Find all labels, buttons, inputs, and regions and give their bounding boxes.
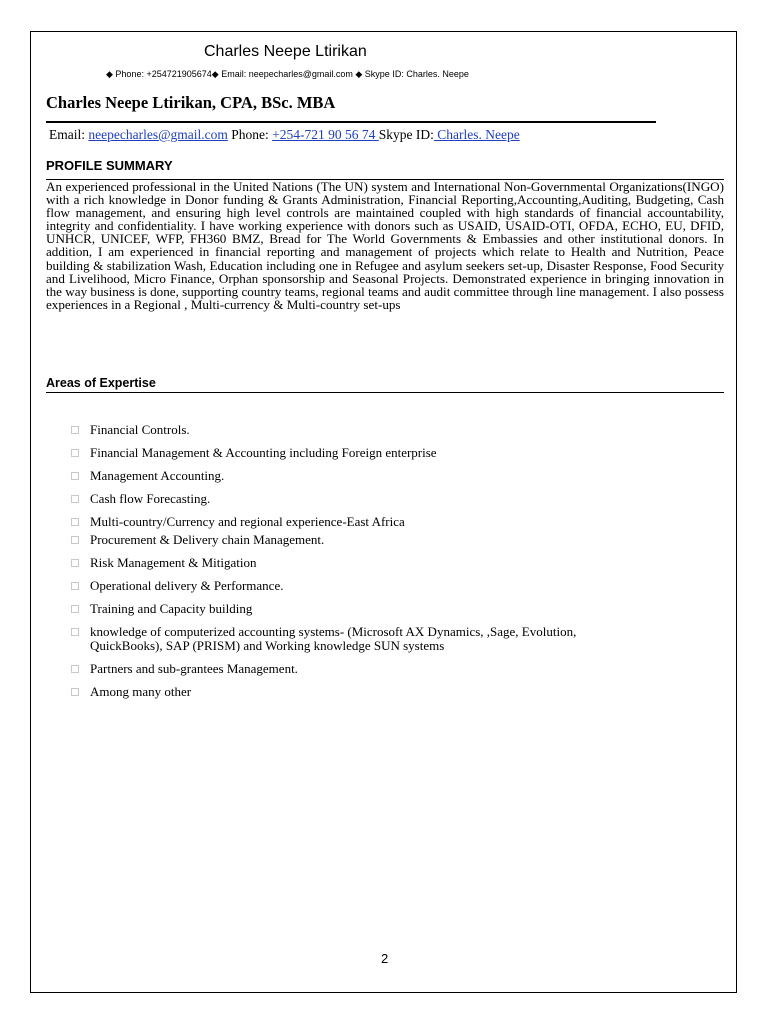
bullet-box-icon [71,688,79,696]
list-item: Training and Capacity building [69,602,689,616]
list-item: Management Accounting. [69,469,689,483]
list-item: Cash flow Forecasting. [69,492,689,506]
list-item: Operational delivery & Performance. [69,579,689,593]
bullet-box-icon [71,559,79,567]
phone-label: Phone: [227,127,273,142]
document-page [30,31,737,993]
email-label: Email: [49,127,89,142]
bullet-box-icon [71,472,79,480]
bullet-box-icon [71,449,79,457]
bullet-box-icon [71,665,79,673]
bullet-box-icon [71,582,79,590]
contact-line [49,127,520,143]
resume-title: Charles Neepe Ltirikan, CPA, BSc. MBA [46,93,336,112]
list-item: Multi-country/Currency and regional experience-East Africa [69,515,689,529]
profile-summary-text: An experienced professional in the United Nations (The UN) system and International Non-Governmental Organizations(INGO) with a rich knowledge in Donor funding & Grants Administration, Financial Reporting,Accounting,Auditing, Budgeting, Cash flow management, and ensuring high level controls are maintained coupled with high standards of financial accountability, integrity and confidentiality. I have working experience with donors such as USAID, USAID-OTI, OFDA, ECHO, EU, DFID, UNHCR, UNICEF, WFP, FH360 BMZ, Bread for The World Governments & Embassies and other institutional donors. In addition, I am experienced in financial reporting and management of projects which relate to Health and Nutrition, Peace building & stabilization Wash, Education including one in Refugee and asylum seekers set-up, Disaster Response, Food Security and Livelihood, Micro Finance, Orphan sponsorship and Seasonal Projects. Demonstrated experience in bringing innovation in the way business is done, supporting country teams, regional teams and audit committee through line management. I also possess experiences in a Regional , Multi-currency & Multi-country set-ups [46,179,724,312]
bullet-box-icon [71,495,79,503]
profile-summary-heading: PROFILE SUMMARY [46,158,173,173]
page-number: 2 [381,951,389,966]
skype-link[interactable]: Charles. Neepe [433,127,520,142]
list-item: Among many other [69,685,689,699]
list-item: Risk Management & Mitigation [69,556,689,570]
bullet-box-icon [71,628,79,636]
list-item: Financial Management & Accounting including Foreign enterprise [69,446,689,460]
list-item: Procurement & Delivery chain Management. [69,533,689,547]
bullet-box-icon [71,426,79,434]
header-name: Charles Neepe Ltirikan [204,43,367,60]
header-contact: ◆ Phone: +254721905674◆ Email: neepecharles@gmail.com ◆ Skype ID: Charles. Neepe [106,69,469,79]
expertise-divider [46,392,724,393]
areas-of-expertise-heading: Areas of Expertise [46,376,156,390]
title-divider [46,121,656,123]
bullet-box-icon [71,536,79,544]
phone-link[interactable]: +254-721 90 56 74 [272,127,379,142]
bullet-box-icon [71,605,79,613]
skype-label: Skype ID: [378,127,434,142]
bullet-box-icon [71,518,79,526]
list-item: Financial Controls. [69,423,689,437]
expertise-list [69,423,689,699]
email-link[interactable]: neepecharles@gmail.com [88,127,228,142]
list-item: knowledge of computerized accounting systems- (Microsoft AX Dynamics, ,Sage, Evolution, QuickBooks), SAP (PRISM) and Working knowledge SUN systems [69,625,689,653]
list-item: Partners and sub-grantees Management. [69,662,689,676]
